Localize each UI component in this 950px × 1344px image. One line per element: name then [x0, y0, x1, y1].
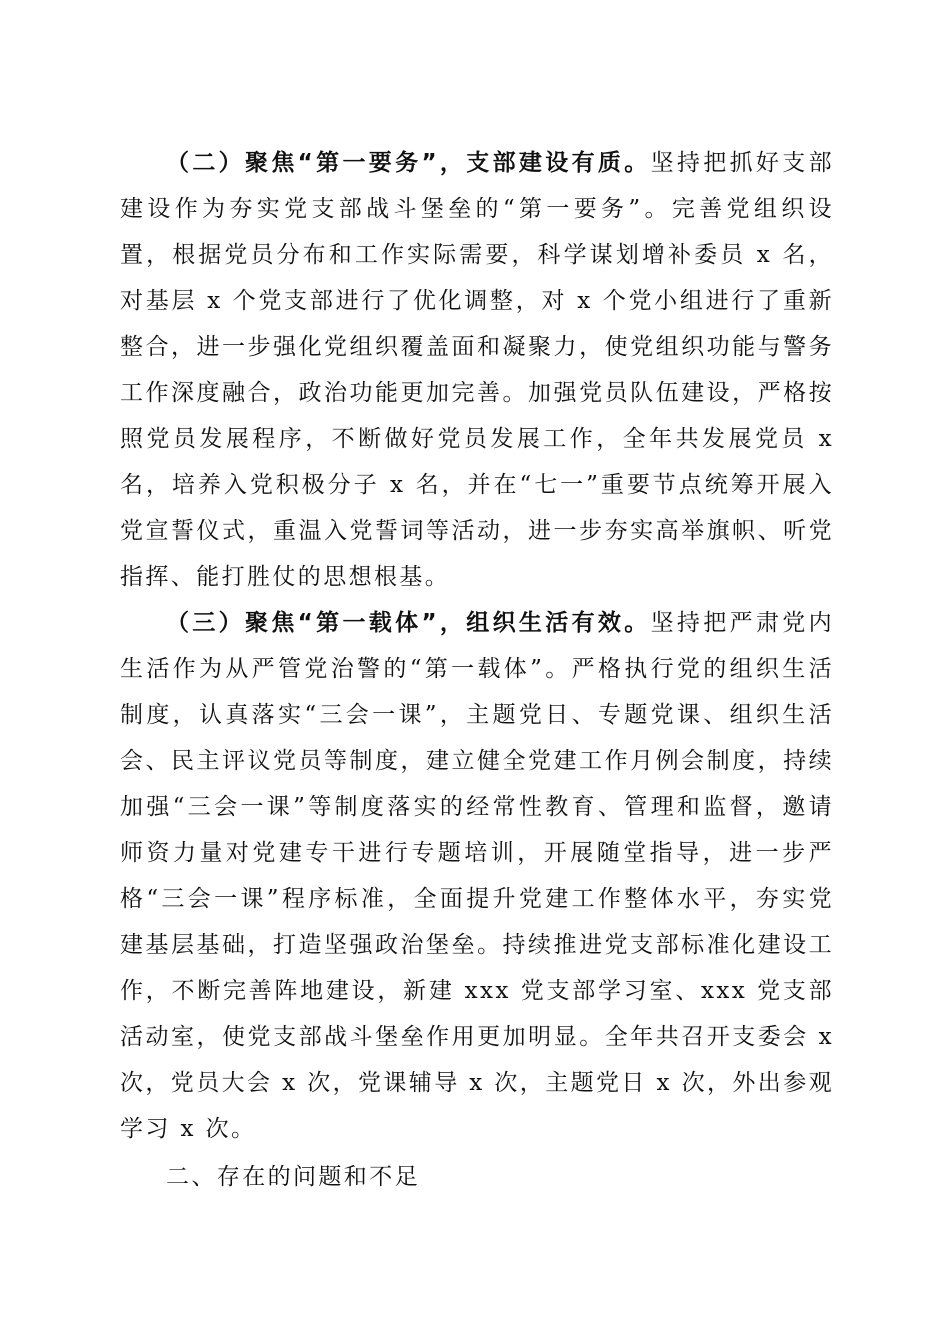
- section-heading-problems: 二、存在的问题和不足: [166, 1164, 420, 1190]
- paragraph-lead-heading: （二）聚焦“第一要务”，支部建设有质。: [166, 150, 651, 176]
- paragraph-branch-building: [120, 140, 834, 600]
- paragraph-lead-heading: （三）聚焦“第一载体”，组织生活有效。: [166, 610, 651, 636]
- paragraph-body-text: 坚持把严肃党内生活作为从严管党治警的“第一载体”。严格执行党的组织生活制度，认真落实“三会一课”，主题党日、专题党课、组织生活会、民主评议党员等制度，建立健全党建工作月例会制度，持续加强“三会一课”等制度落实的经常性教育、管理和监督，邀请师资力量对党建专干进行专题培训，开展随堂指导，进一步严格“三会一课”程序标准，全面提升党建工作整体水平，夯实党建基层基础，打造坚强政治堡垒。持续推进党支部标准化建设工作，不断完善阵地建设，新建 xxx 党支部学习室、xxx 党支部活动室，使党支部战斗堡垒作用更加明显。全年共召开支委会 x 次，党员大会 x 次，党课辅导 x 次，主题党日 x 次，外出参观学习 x 次。: [120, 610, 834, 1142]
- paragraph-organizational-life: [120, 600, 834, 1152]
- paragraph-body-text: 坚持把抓好支部建设作为夯实党支部战斗堡垒的“第一要务”。完善党组织设置，根据党员分布和工作实际需要，科学谋划增补委员 x 名，对基层 x 个党支部进行了优化调整，对 x 个党小组进行了重新整合，进一步强化党组织覆盖面和凝聚力，使党组织功能与警务工作深度融合，政治功能更加完善。加强党员队伍建设，严格按照党员发展程序，不断做好党员发展工作，全年共发展党员 x 名，培养入党积极分子 x 名，并在“七一”重要节点统筹开展入党宣誓仪式，重温入党誓词等活动，进一步夯实高举旗帜、听党指挥、能打胜仗的思想根基。: [120, 150, 834, 590]
- document-body: [120, 140, 834, 1200]
